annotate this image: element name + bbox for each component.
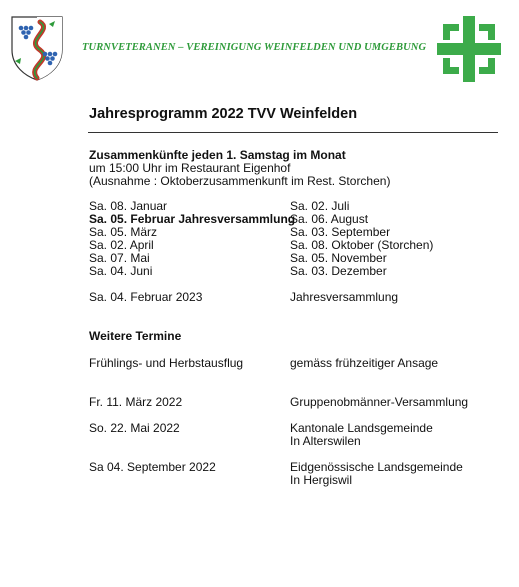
date-left: Sa. 05. März	[89, 225, 158, 239]
event-date: So. 22. Mai 2022	[89, 421, 180, 435]
event-description: Eidgenössische Landsgemeinde	[290, 460, 463, 474]
date-left: Sa. 07. Mai	[89, 251, 150, 265]
meetings-exception: (Ausnahme : Oktoberzusammenkunft im Rest. Storchen)	[89, 174, 391, 188]
meetings-heading: Zusammenkünfte jeden 1. Samstag im Monat	[89, 148, 346, 162]
title-divider	[88, 132, 498, 133]
date-right: Sa. 02. Juli	[290, 199, 350, 213]
event-date: Fr. 11. März 2022	[89, 395, 183, 409]
date-left: Sa. 08. Januar	[89, 199, 168, 213]
date-right: Sa. 05. November	[290, 251, 387, 265]
next-assembly-date: Sa. 04. Februar 2023	[89, 290, 203, 304]
date-right: Sa. 08. Oktober (Storchen)	[290, 238, 434, 252]
further-dates-heading: Weitere Termine	[89, 329, 182, 343]
turnverein-4f-cross-logo-icon	[437, 16, 501, 82]
event-description: Kantonale Landsgemeinde	[290, 421, 433, 435]
meetings-time-location: um 15:00 Uhr im Restaurant Eigenhof	[89, 161, 291, 175]
event-location: In Alterswilen	[290, 434, 361, 448]
event-description: Gruppenobmänner-Versammlung	[290, 395, 469, 409]
event-date: Frühlings- und Herbstausflug	[89, 356, 244, 370]
page-title: Jahresprogramm 2022 TVV Weinfelden	[89, 106, 358, 122]
date-left-highlight: Sa. 05. Februar Jahresversammlung	[89, 212, 296, 226]
date-right: Sa. 06. August	[290, 212, 369, 226]
organization-name: TURNVETERANEN – VEREINIGUNG WEINFELDEN UND UMGEBUNG	[82, 42, 427, 53]
weinfelden-coat-of-arms-icon	[9, 14, 65, 82]
event-date: Sa 04. September 2022	[89, 460, 216, 474]
date-left: Sa. 02. April	[89, 238, 154, 252]
next-assembly-label: Jahresversammlung	[290, 290, 399, 304]
date-right: Sa. 03. September	[290, 225, 391, 239]
event-description: gemäss frühzeitiger Ansage	[290, 356, 439, 370]
date-left: Sa. 04. Juni	[89, 264, 153, 278]
date-right: Sa. 03. Dezember	[290, 264, 387, 278]
event-location: In Hergiswil	[290, 473, 353, 487]
